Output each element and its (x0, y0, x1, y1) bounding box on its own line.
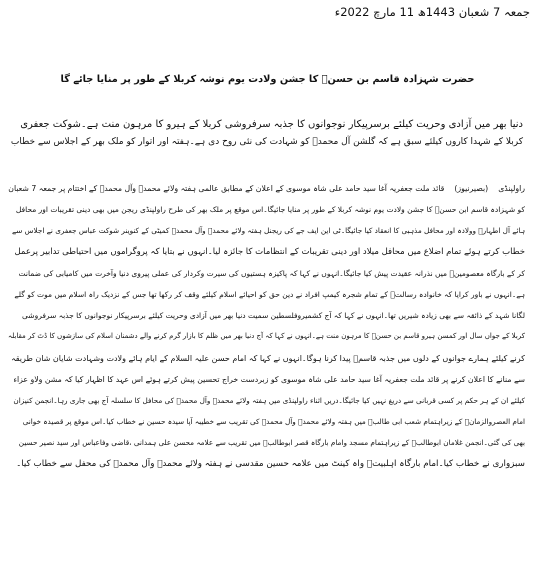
intro-summary (8, 117, 523, 150)
body-line: کیلئے ان کے ہر حکم پر کسی قربانی سے دریغ نہیں کیا جائیگا۔دریں اثناء راولپنڈی میں ہفتہ ولائے محمدؐ وآل محمدؐ کی محافل کا سلسلہ آج بھی جاری رہا۔انجمن کنیزان (13, 396, 525, 406)
article-body (7, 178, 525, 475)
body-line: کربلا کے جواں سال اور کمسن ہیرو قاسم بن حسنؑ کا مرہون منت ہے۔انہوں نے کہا کہ آج دنیا بھر میں ظلم کا بازار گرم کرنے والے دشمنان اسلام کی سازشوں کا ڈٹ کر مقابلہ (8, 332, 525, 341)
body-line: امام العصروالزمانؑ کے زیراہتمام شعب ابی طالبؑ میں ہفتہ ولائے محمدؐ وآل محمدؐ کی تقریب سے خطیبہ آپا سیدہ حسین نے خطاب کیا۔اس موقع پر قصیدہ خوانی (22, 417, 525, 427)
body-line: کو شہزادہ قاسم ابن حسنؑ کا جشن ولادت یوم نوشہ کربلا کے طور پر منایا جائیگا۔اس موقع پر ملک بھر کی طرح راولپنڈی ریجن میں بھی دینی تقریبات اور محافل (15, 205, 525, 215)
body-line-text: قائد ملت جعفریہ آغا سید حامد علی شاہ موسوی کے اعلان کے مطابق عالمی ہفتہ ولائے محمدؐ وآل محمدؐ کے اختتام پر جمعہ 7 شعبان (8, 184, 445, 193)
body-line: کرنے کیلئے ہمارے جوانوں کے دلوں میں جذبہ قاسمؑ پیدا کرنا ہوگا۔انہوں نے کہا کہ امام حسن علیہ السلام کے ایام ہائے ولادت وشہادت شایان شان طریقہ (11, 353, 525, 363)
intro-line: کربلا کے شہدا کاروں کیلئے سبق ہے کہ گلشن آل محمدؐ کو شہادت کی نئی روح دی ہے۔ہفتہ اور اتوار کو ملک بھر کے اجلاس سے خطاب (10, 136, 523, 147)
dateline-place: راولپنڈی (498, 184, 525, 193)
news-source: (بصیرنیوز) (454, 184, 489, 193)
body-line: ہائے آل اطہارؑ وولادہ اور محافل مذہبی کا انعقاد کیا جائیگا۔ٹی این ایف جے کی ریجنل ہفتہ ولائے محمدؐ وآل محمدؐ کمیٹی کے کنوینر شوکت عباس جعفری نے اجلاس سے (12, 226, 525, 236)
body-line: سے منانے کا اعلان کرنے پر قائد ملت جعفریہ آغا سید حامد علی شاہ موسوی کو زبردست خراج تحسین پیش کرتے ہوئے اس عہد کا اظہار کیا کہ مشن ولاو عزاء (13, 374, 525, 384)
body-line: خطاب کرتے ہوئے تمام اضلاع میں محافل میلاد اور دینی تقریبات کے انتظامات کا جائزہ لیا۔انہوں نے بتایا کہ پروگراموں میں احتیاطی تدابیر پرعمل (14, 246, 525, 257)
intro-line: دنیا بھر میں آزادی وحریت کیلئے برسرپیکار نوجوانوں کا جذبہ سرفروشی کربلا کے ہیرو کا مرہون منت ہے۔شوکت جعفری (20, 119, 523, 130)
headline: حضرت شہزادہ قاسم بن حسنؑ کا جشن ولادت یوم نوشہ کربلا کے طور پر منایا جائے گا (60, 74, 475, 85)
body-line-first (7, 178, 525, 199)
body-line: بھی کی گئی۔انجمن غلامان ابوطالبؑ کے زیراہتمام مسجد وامام بارگاہ قصر ابوطالبؑ میں تقریب سے علامہ محسن علی ہمدانی ،قاضی وفاعباس اور سید نصیر حسین (18, 438, 525, 448)
body-line: سبزواری نے خطاب کیا۔امام بارگاہ اہلبیتؑ واہ کینٹ میں علامہ حسین مقدسی نے ہفتہ ولائے محمدؐ وآل محمدؐ کی محفل سے خطاب کیا۔ (16, 458, 525, 469)
body-line: ہے۔انہوں نے باور کرایا کہ خانوادہ رسالتؐ کے تمام شجرہ کیمپ افراد نے دین حق کو احیائے اسلام کیلئے وقف کر رکھا تھا جس کے نزدیک راہ اسلام میں موت کو گلے (14, 290, 525, 300)
dateline: جمعہ 7 شعبان 1443ھ 11 مارچ 2022ء (334, 5, 530, 19)
body-line: کر کے بارگاہ معصومینؑ میں نذرانہ عقیدت پیش کیا جائیگا۔انہوں نے کہا کہ پاکیزہ ہستیوں کی سیرت وکردار کی عملی پیروی دنیا وآخرت میں کامیابی کی ضمانت (18, 268, 525, 278)
body-line: لگانا شہد کے ذائقہ سے بھی زیادہ شیریں تھا۔انہوں نے کہا کہ آج کشمیروفلسطین سمیت دنیا بھر میں آزادی وحریت کیلئے برسرپیکار نوجوانوں کا جذبہ سرفروشی (22, 311, 525, 321)
